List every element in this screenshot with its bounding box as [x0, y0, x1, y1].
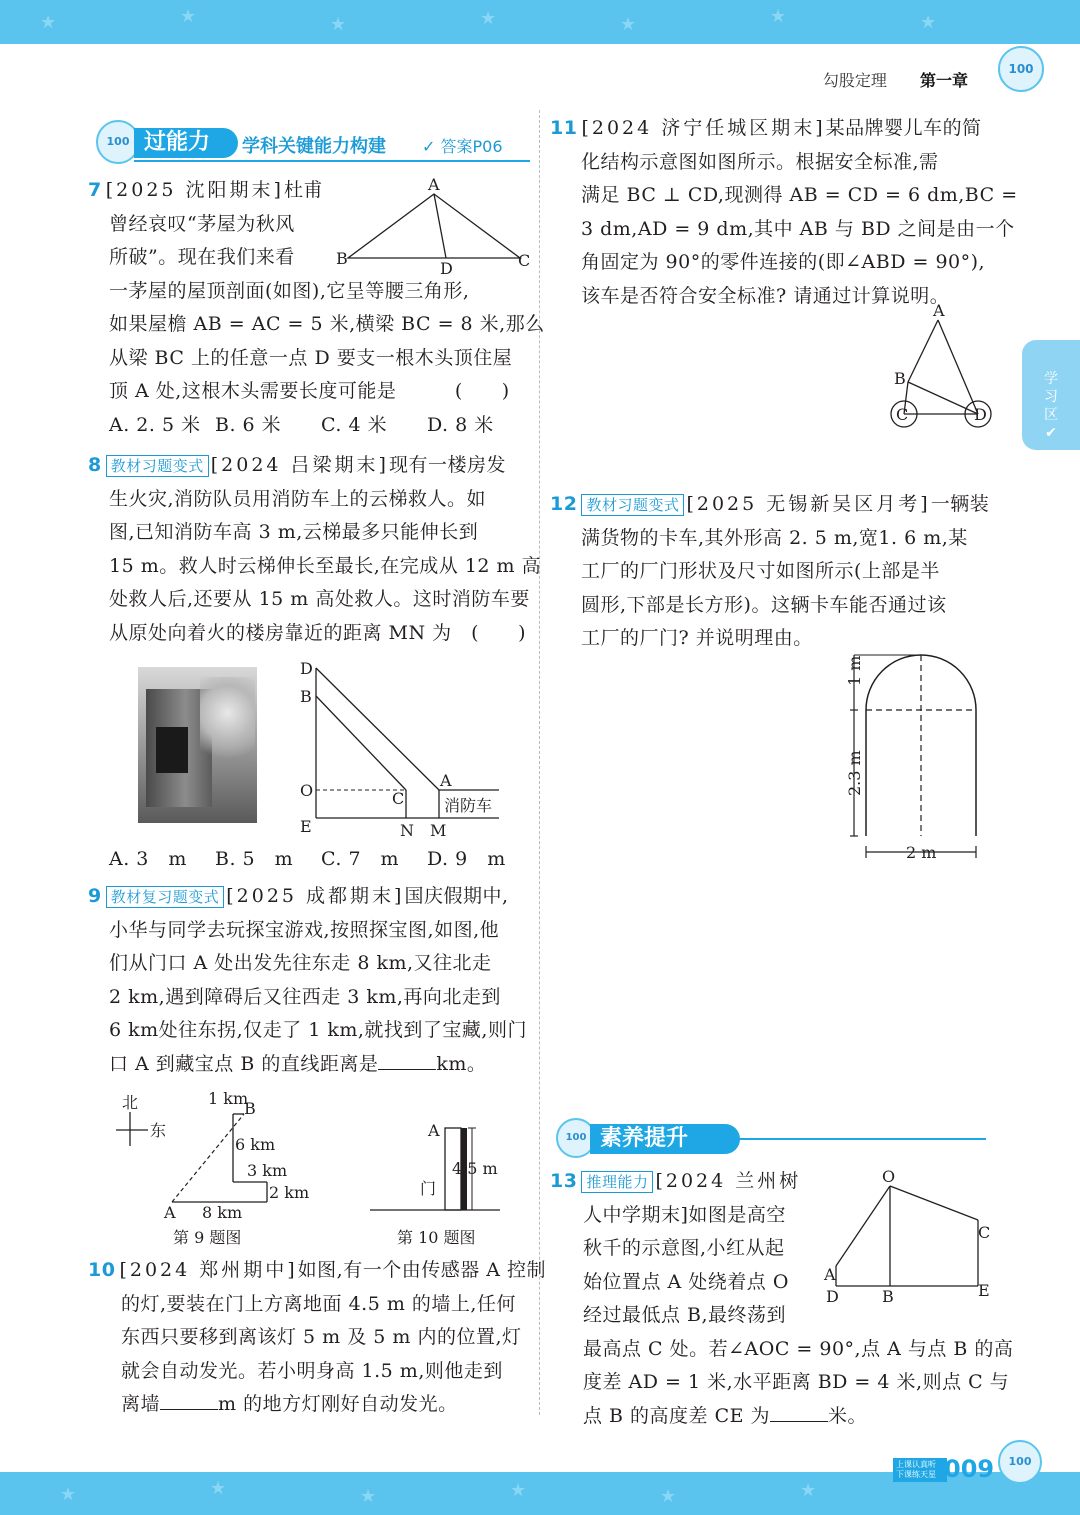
svg-text:2.3 m: 2.3 m: [845, 750, 864, 796]
svg-text:D: D: [300, 659, 313, 678]
question-line: 小华与同学去玩探宝游戏,按照探宝图,如图,他: [109, 918, 500, 941]
star-icon: ★: [620, 14, 637, 35]
question-line: 离墙: [121, 1393, 161, 1415]
banner-label: 过能力: [134, 128, 238, 158]
sensor-light-figure: [368, 1118, 508, 1218]
question-number: 9: [88, 885, 102, 907]
question-line: 口 A 到藏宝点 B 的直线距离是: [109, 1052, 379, 1075]
treasure-map-figure: [110, 1090, 330, 1240]
question-line: 15 m。救人时云梯伸长至最长,在完成从 12 m 高: [109, 554, 542, 577]
question-line: 曾经哀叹“茅屋为秋风: [109, 212, 295, 235]
footer-slogan: 上课认真听 下课练天星: [893, 1458, 947, 1482]
star-icon: ★: [360, 1486, 377, 1507]
question-number: 8: [88, 454, 102, 476]
question-line: 度差 AD = 1 米,水平距离 BD = 4 米,则点 C 与: [583, 1371, 1010, 1393]
svg-text:1 m: 1 m: [845, 655, 864, 686]
question-source: [2024 郑州期中]: [119, 1259, 298, 1281]
svg-text:N: N: [400, 821, 414, 840]
svg-text:北: 北: [122, 1093, 139, 1112]
banner-underline: [134, 160, 530, 162]
star-icon: ★: [770, 6, 787, 27]
option-a[interactable]: A. 2. 5 米: [109, 413, 201, 436]
svg-text:B: B: [336, 249, 348, 268]
question-number: 7: [88, 179, 102, 201]
svg-text:东: 东: [150, 1121, 167, 1140]
svg-text:B: B: [894, 369, 906, 388]
svg-text:O: O: [300, 781, 314, 800]
answer-page: 答案P06: [440, 137, 503, 156]
question-tag: 教材习题变式: [106, 455, 209, 477]
question-source: [2024 吕梁期末]: [210, 454, 389, 476]
question-line: 某品牌婴儿车的简: [825, 117, 982, 139]
answer-options: [88, 409, 538, 443]
page-number: 009: [944, 1455, 995, 1483]
star-icon: ★: [510, 1480, 527, 1501]
svg-text:门: 门: [420, 1179, 437, 1198]
question-source: [2025 沈阳期末]: [105, 179, 284, 201]
star-icon: ★: [800, 1480, 817, 1501]
question-line: 米。: [828, 1404, 868, 1427]
question-line: 一辆装: [930, 493, 990, 515]
question-line: 现有一楼房发: [388, 454, 506, 476]
fire-ladder-figure: [296, 656, 506, 841]
question-line: 的灯,要装在门上方离地面 4.5 m 的墙上,任何: [121, 1292, 516, 1315]
svg-text:E: E: [978, 1281, 990, 1300]
question-line: 圆形,下部是长方形)。这辆卡车能否通过该: [581, 593, 947, 616]
question-source: [2025 成都期末]: [226, 885, 405, 907]
stroller-figure: [890, 302, 1000, 434]
svg-text:消防车: 消防车: [444, 796, 493, 815]
svg-text:C: C: [392, 789, 405, 808]
svg-text:8 km: 8 km: [202, 1203, 243, 1222]
factory-gate-figure: [840, 646, 990, 866]
question-9: [88, 880, 538, 1081]
question-line: 满货物的卡车,其外形高 2. 5 m,宽1. 6 m,某: [581, 526, 968, 549]
answer-blank[interactable]: [770, 1403, 828, 1422]
question-line: 顶 A 处,这根木头需要长度可能是 ( ): [109, 380, 510, 402]
question-source: [2024 济宁任城区期末]: [581, 117, 826, 139]
question-line: 从原处向着火的楼房靠近的距离 MN 为 ( ): [109, 621, 526, 644]
question-source: [2024 兰州树: [655, 1170, 802, 1192]
svg-text:C: C: [978, 1223, 991, 1242]
svg-text:E: E: [300, 817, 312, 836]
question-tag: 推理能力: [581, 1171, 653, 1193]
question-line: 处救人后,还要从 15 m 高处救人。这时消防车要: [109, 588, 530, 610]
svg-text:D: D: [974, 405, 987, 424]
svg-text:B: B: [882, 1287, 894, 1306]
question-line: 图,已知消防车高 3 m,云梯最多只能伸长到: [109, 521, 479, 543]
question-line: 如果屋檐 AB = AC = 5 米,横梁 BC = 8 米,那么: [109, 313, 545, 335]
question-tag: 教材习题变式: [581, 494, 684, 516]
star-icon: ★: [920, 12, 937, 33]
chapter-title: 第一章: [919, 71, 968, 90]
top-band: [0, 0, 1080, 44]
option-a[interactable]: A. 3 m: [109, 848, 187, 870]
side-tab-study-area[interactable]: [1022, 340, 1080, 450]
banner-underline: [730, 1138, 986, 1140]
question-line: 从梁 BC 上的任意一点 D 要支一根木头顶住屋: [109, 346, 513, 369]
side-tab-char: 学: [1044, 371, 1058, 387]
question-8: [88, 449, 542, 650]
question-line: 东西只要移到离该灯 5 m 及 5 m 内的位置,灯: [121, 1326, 522, 1348]
svg-text:A: A: [824, 1265, 836, 1284]
question-tag: 教材复习题变式: [106, 886, 225, 908]
answer-blank[interactable]: [160, 1391, 218, 1410]
star-icon: ★: [480, 8, 497, 29]
fire-building-photo: [138, 667, 257, 823]
question-11: [550, 112, 1018, 313]
question-line: 杜甫: [283, 179, 323, 201]
question-line: 角固定为 90°的零件连接的(即∠ABD = 90°),: [581, 251, 986, 273]
question-line: 满足 BC ⊥ CD,现测得 AB = CD = 6 dm,BC =: [581, 184, 1018, 206]
mascot-icon: 100: [556, 1118, 596, 1158]
question-line: 2 km,遇到障碍后又往西走 3 km,再向北走到: [109, 985, 501, 1008]
question-8-options: [109, 843, 539, 877]
question-number: 13: [550, 1170, 578, 1192]
question-line: 该车是否符合安全标准? 请通过计算说明。: [581, 284, 950, 307]
question-line: 3 dm,AD = 9 dm,其中 AB 与 BD 之间是由一个: [581, 217, 1015, 240]
mascot-icon: 100: [96, 120, 140, 164]
answer-blank[interactable]: [378, 1051, 436, 1070]
question-line: 就会自动发光。若小明身高 1.5 m,则他走到: [121, 1359, 503, 1382]
option-c[interactable]: C. 7 m: [321, 848, 400, 870]
literacy-banner: [556, 1118, 986, 1162]
column-divider: [539, 110, 540, 1415]
svg-text:C: C: [518, 251, 531, 270]
svg-text:1 km: 1 km: [208, 1089, 249, 1108]
svg-text:4.5 m: 4.5 m: [452, 1159, 498, 1178]
star-icon: ★: [210, 1478, 227, 1499]
svg-text:2 km: 2 km: [269, 1183, 310, 1202]
svg-text:6 km: 6 km: [235, 1135, 276, 1154]
option-d[interactable]: D. 9 m: [427, 848, 506, 870]
question-line: 人中学期末]如图是高空: [583, 1203, 786, 1226]
svg-text:D: D: [826, 1287, 839, 1306]
svg-text:3 km: 3 km: [247, 1161, 288, 1180]
question-line: 如图,有一个由传感器 A 控制: [297, 1259, 547, 1281]
question-line: 工厂的厂门形状及尺寸如图所示(上部是半: [581, 560, 940, 582]
svg-text:A: A: [933, 301, 945, 320]
question-line: 秋千的示意图,小红从起: [583, 1237, 785, 1259]
svg-text:C: C: [896, 405, 909, 424]
figure-9-caption: 第 9 题图: [173, 1228, 242, 1247]
ability-banner: [96, 118, 536, 166]
question-line: 一茅屋的屋顶剖面(如图),它呈等腰三角形,: [109, 279, 470, 302]
check-icon: ✔: [1045, 425, 1057, 441]
question-number: 12: [550, 493, 578, 515]
side-tab-char: 习: [1044, 389, 1058, 405]
mascot-icon: 100: [998, 46, 1044, 92]
question-line: 点 B 的高度差 CE 为: [583, 1404, 771, 1427]
question-line: 生火灾,消防队员用消防车上的云梯救人。如: [109, 487, 487, 510]
svg-text:D: D: [440, 259, 453, 278]
option-b[interactable]: B. 5 m: [215, 848, 294, 870]
question-12: [550, 488, 1000, 656]
svg-text:A: A: [428, 175, 440, 194]
svg-text:A: A: [428, 1121, 440, 1140]
question-source: [2025 无锡新吴区月考]: [686, 493, 931, 515]
svg-text:B: B: [244, 1099, 256, 1118]
side-tab-char: 区: [1044, 407, 1058, 423]
svg-text:A: A: [164, 1203, 176, 1222]
question-line: m 的地方灯刚好自动发光。: [218, 1393, 458, 1415]
question-line: 所破”。现在我们来看: [109, 246, 295, 268]
svg-text:A: A: [440, 771, 452, 790]
question-line: 经过最低点 B,最终荡到: [583, 1304, 787, 1326]
banner-subtitle: 学科关键能力构建: [242, 136, 386, 157]
question-line: 工厂的厂门? 并说明理由。: [581, 627, 813, 649]
figure-10-caption: 第 10 题图: [397, 1228, 476, 1247]
question-line: 最高点 C 处。若∠AOC = 90°,点 A 与点 B 的高: [583, 1337, 1014, 1360]
question-line: 6 km处往东拐,仅走了 1 km,就找到了宝藏,则门: [109, 1019, 527, 1041]
option-c[interactable]: C. 4 米: [321, 413, 388, 436]
svg-text:2 m: 2 m: [906, 843, 937, 862]
answer-ref: ✓ 答案P06: [422, 137, 503, 156]
star-icon: ★: [660, 1486, 677, 1507]
question-line: km。: [436, 1052, 487, 1075]
star-icon: ★: [40, 12, 57, 33]
question-10: [88, 1254, 547, 1422]
question-number: 10: [88, 1259, 116, 1281]
question-line: 国庆假期中,: [404, 885, 509, 907]
svg-text:B: B: [300, 687, 312, 706]
swing-figure: [822, 1166, 997, 1311]
svg-text:M: M: [430, 821, 447, 840]
star-icon: ★: [60, 1484, 77, 1505]
star-icon: ★: [180, 6, 197, 27]
option-d[interactable]: D. 8 米: [427, 413, 494, 436]
star-icon: ★: [330, 14, 347, 35]
question-line: 始位置点 A 处绕着点 O: [583, 1270, 789, 1293]
question-line: 化结构示意图如图所示。根据安全标准,需: [581, 150, 939, 173]
question-line: 们从门口 A 处出发先往东走 8 km,又往北走: [109, 952, 492, 974]
mascot-icon: 100: [998, 1440, 1042, 1484]
section-title: 勾股定理: [822, 71, 887, 90]
svg-text:O: O: [882, 1167, 896, 1186]
banner-label: 素养提升: [590, 1124, 740, 1154]
question-number: 11: [550, 117, 578, 139]
option-b[interactable]: B. 6 米: [215, 413, 282, 436]
page-header: [823, 68, 968, 91]
roof-triangle-figure: [334, 175, 534, 278]
